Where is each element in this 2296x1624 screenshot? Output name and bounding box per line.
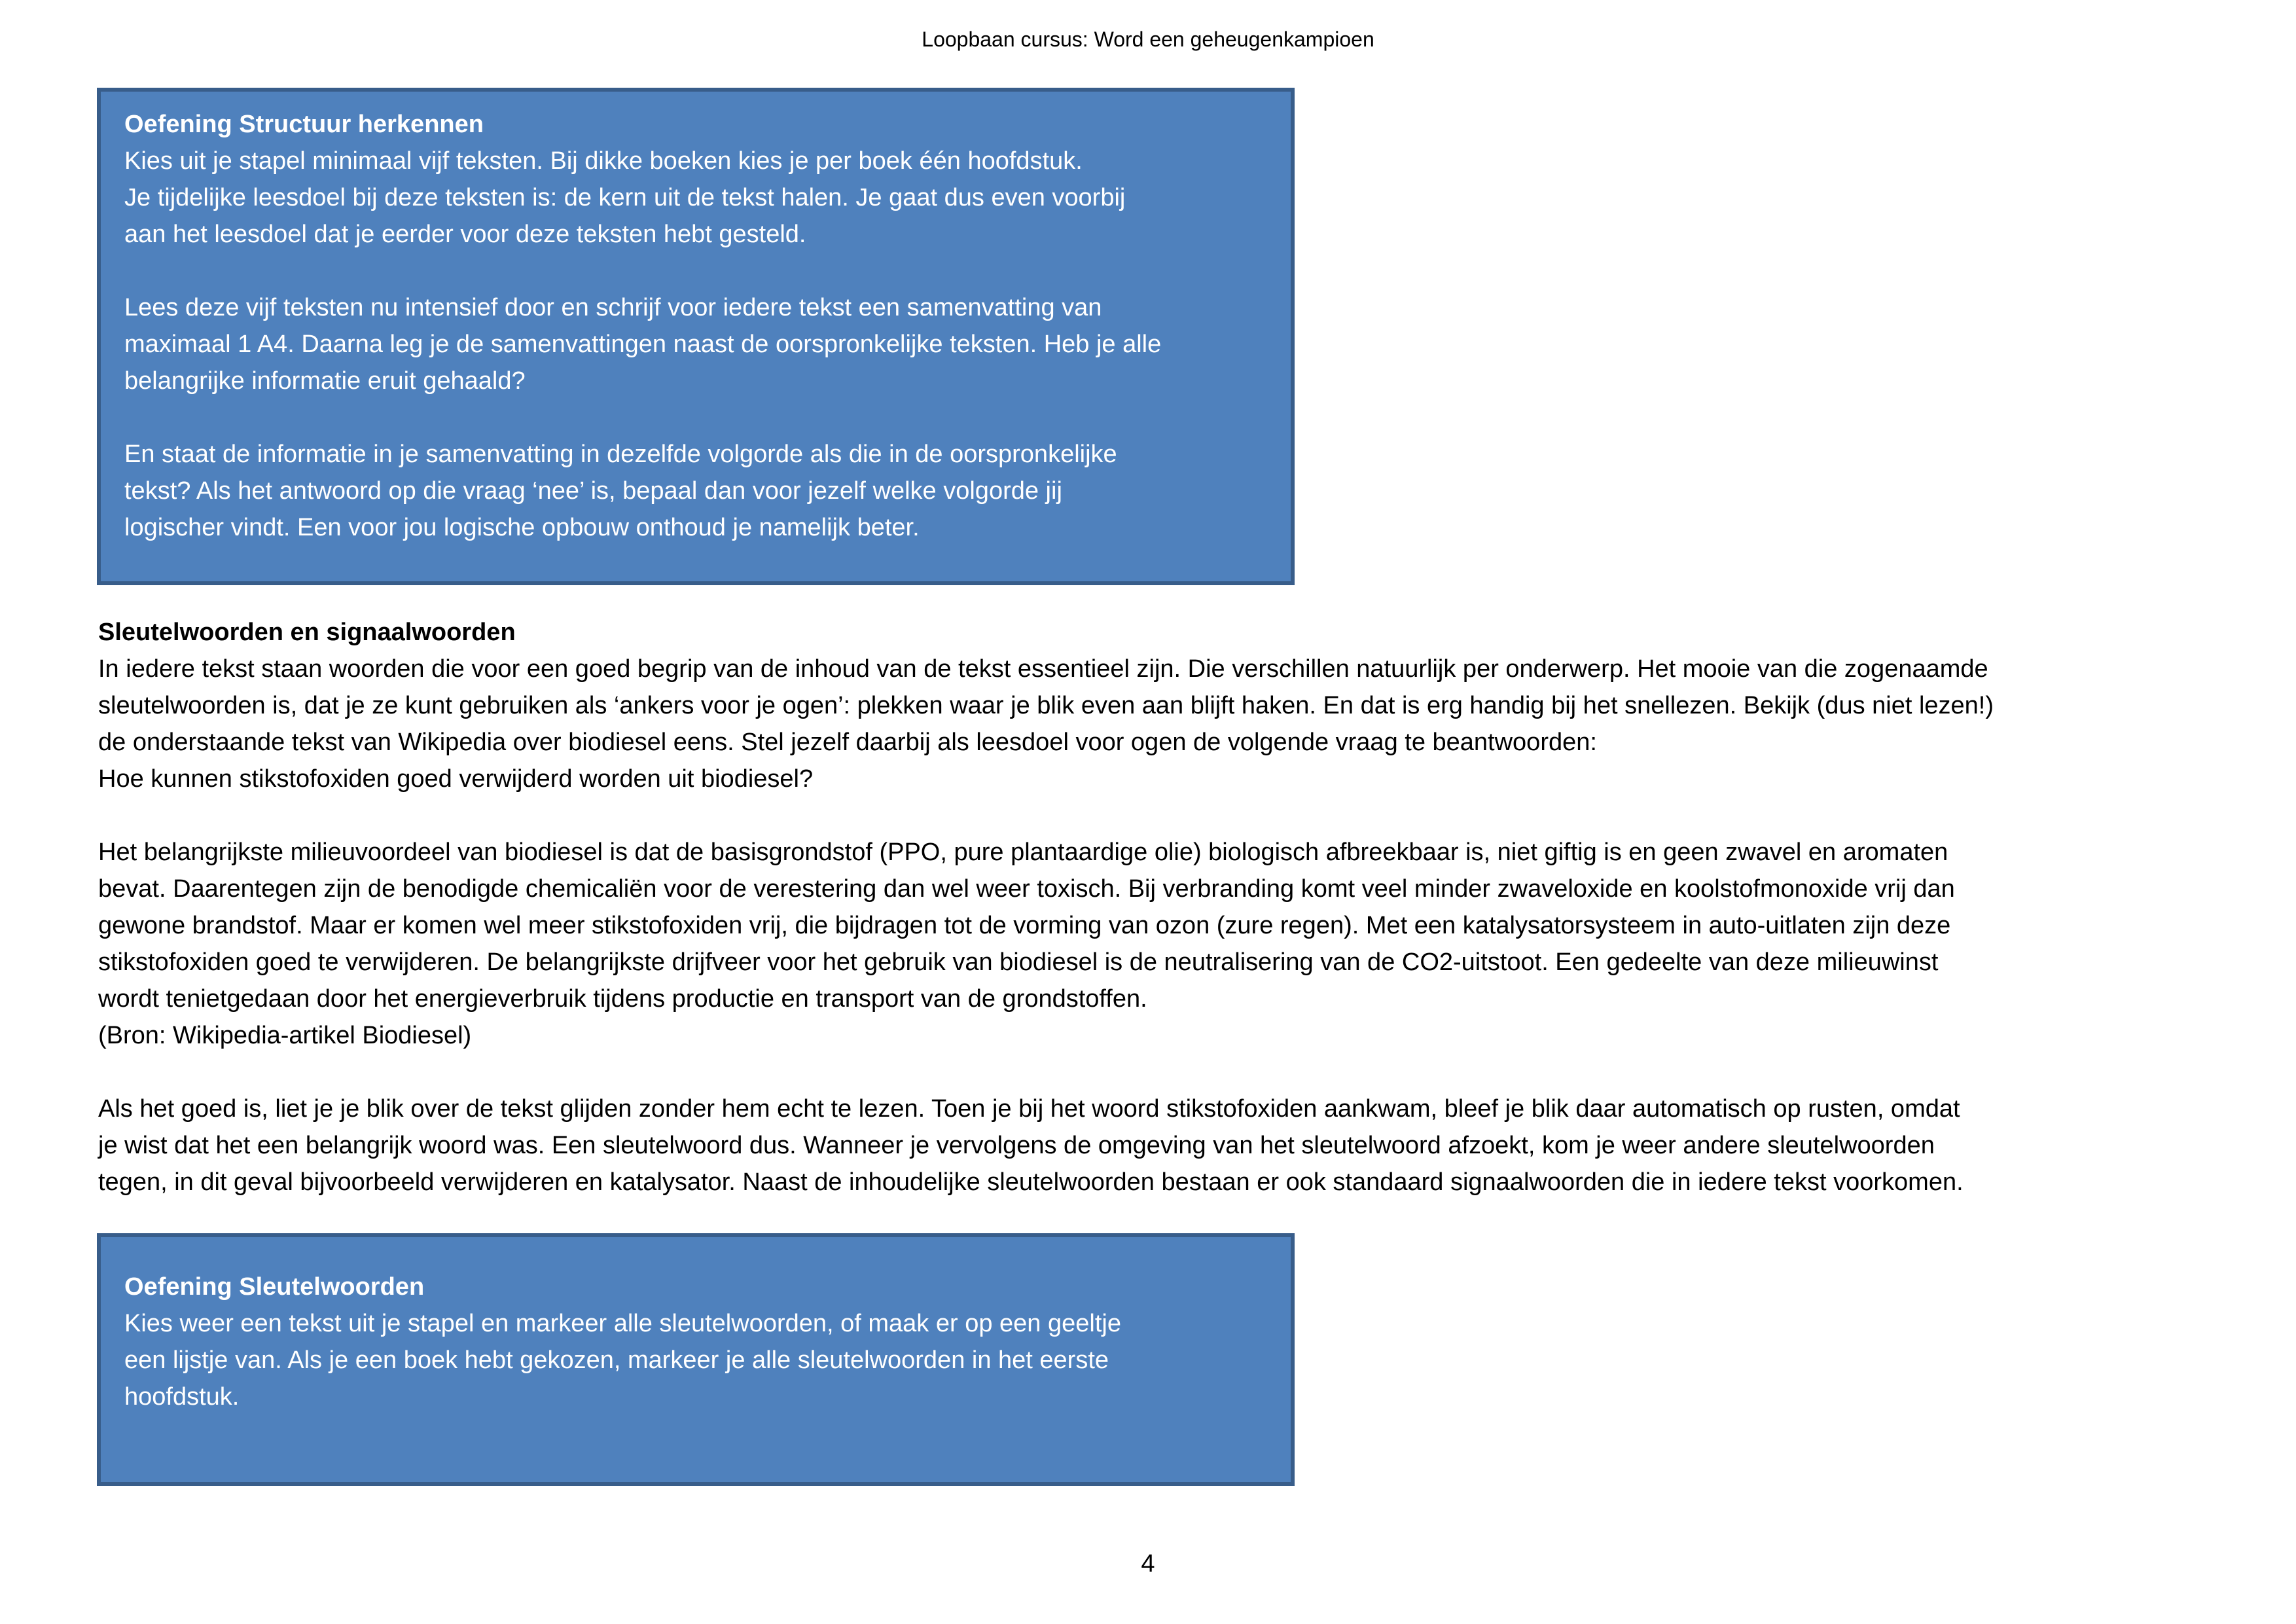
- exercise-line: maximaal 1 A4. Daarna leg je de samenvattingen naast de oorspronkelijke teksten. Heb je alle: [124, 331, 1162, 358]
- body-line: sleutelwoorden is, dat je ze kunt gebruiken als ‘ankers voor je ogen’: plekken waar je blik even aan blijft haken. En dat is erg handig bij het snellezen. Bekijk (dus niet lezen!): [98, 692, 1994, 719]
- body-line: In iedere tekst staan woorden die voor een goed begrip van de inhoud van de tekst essentieel zijn. Die verschillen natuurlijk per onderwerp. Het mooie van die zogenaamde: [98, 655, 1988, 683]
- exercise-title: Oefening Sleutelwoorden: [124, 1273, 425, 1301]
- quote-line: bevat. Daarentegen zijn de benodigde chemicaliën voor de verestering dan wel weer toxisch. Bij verbranding komt veel minder zwaveloxide en koolstofmonoxide vrij dan: [98, 875, 1955, 903]
- body-line: je wist dat het een belangrijk woord was. Een sleutelwoord dus. Wanneer je vervolgens de omgeving van het sleutelwoord afzoekt, kom je weer andere sleutelwoorden: [98, 1132, 1935, 1159]
- quote-line: gewone brandstof. Maar er komen wel meer stikstofoxiden vrij, die bijdragen tot de vorming van ozon (zure regen). Met een katalysatorsysteem in auto-uitlaten zijn deze: [98, 912, 1951, 939]
- exercise-line: logischer vindt. Een voor jou logische opbouw onthoud je namelijk beter.: [124, 514, 920, 541]
- exercise-line: Kies weer een tekst uit je stapel en markeer alle sleutelwoorden, of maak er op een geeltje: [124, 1310, 1121, 1337]
- page-number: 4: [1141, 1550, 1155, 1578]
- exercise-line: aan het leesdoel dat je eerder voor deze teksten hebt gesteld.: [124, 221, 806, 248]
- exercise-line: En staat de informatie in je samenvatting in dezelfde volgorde als die in de oorspronkelijke: [124, 441, 1117, 468]
- body-line: tegen, in dit geval bijvoorbeeld verwijderen en katalysator. Naast de inhoudelijke sleutelwoorden bestaan er ook standaard signaalwoorden die in iedere tekst voorkomen.: [98, 1168, 1964, 1196]
- exercise-box-structure: [97, 88, 1295, 585]
- exercise-line: hoofdstuk.: [124, 1383, 240, 1411]
- exercise-line: belangrijke informatie eruit gehaald?: [124, 367, 526, 395]
- body-line: de onderstaande tekst van Wikipedia over biodiesel eens. Stel jezelf daarbij als leesdoel voor ogen de volgende vraag te beantwoorden:: [98, 729, 1597, 756]
- quote-line: Het belangrijkste milieuvoordeel van biodiesel is dat de basisgrondstof (PPO, pure plantaardige olie) biologisch afbreekbaar is, niet giftig is en geen zwavel en aromaten: [98, 839, 1948, 866]
- exercise-line: Kies uit je stapel minimaal vijf teksten. Bij dikke boeken kies je per boek één hoofdstuk.: [124, 147, 1083, 175]
- page-header: Loopbaan cursus: Word een geheugenkampioen: [922, 27, 1374, 51]
- quote-line: stikstofoxiden goed te verwijderen. De belangrijkste drijfveer voor het gebruik van biodiesel is de neutralisering van de CO2-uitstoot. Een gedeelte van deze milieuwinst: [98, 948, 1939, 976]
- exercise-line: Je tijdelijke leesdoel bij deze teksten is: de kern uit de tekst halen. Je gaat dus even voorbij: [124, 184, 1126, 211]
- exercise-line: tekst? Als het antwoord op die vraag ‘nee’ is, bepaal dan voor jezelf welke volgorde jij: [124, 477, 1062, 505]
- source-line: (Bron: Wikipedia-artikel Biodiesel): [98, 1022, 472, 1049]
- exercise-line: Lees deze vijf teksten nu intensief door en schrijf voor iedere tekst een samenvatting van: [124, 294, 1102, 321]
- exercise-line: een lijstje van. Als je een boek hebt gekozen, markeer je alle sleutelwoorden in het eerste: [124, 1346, 1109, 1374]
- exercise-box-keywords: [97, 1233, 1295, 1486]
- body-line: Hoe kunnen stikstofoxiden goed verwijderd worden uit biodiesel?: [98, 765, 814, 793]
- quote-line: wordt tenietgedaan door het energieverbruik tijdens productie en transport van de grondstoffen.: [98, 985, 1147, 1013]
- exercise-title: Oefening Structuur herkennen: [124, 111, 484, 138]
- section-title: Sleutelwoorden en signaalwoorden: [98, 619, 516, 646]
- body-line: Als het goed is, liet je je blik over de tekst glijden zonder hem echt te lezen. Toen je bij het woord stikstofoxiden aankwam, bleef je blik daar automatisch op rusten, omdat: [98, 1095, 1960, 1123]
- main-content: [98, 614, 2212, 1200]
